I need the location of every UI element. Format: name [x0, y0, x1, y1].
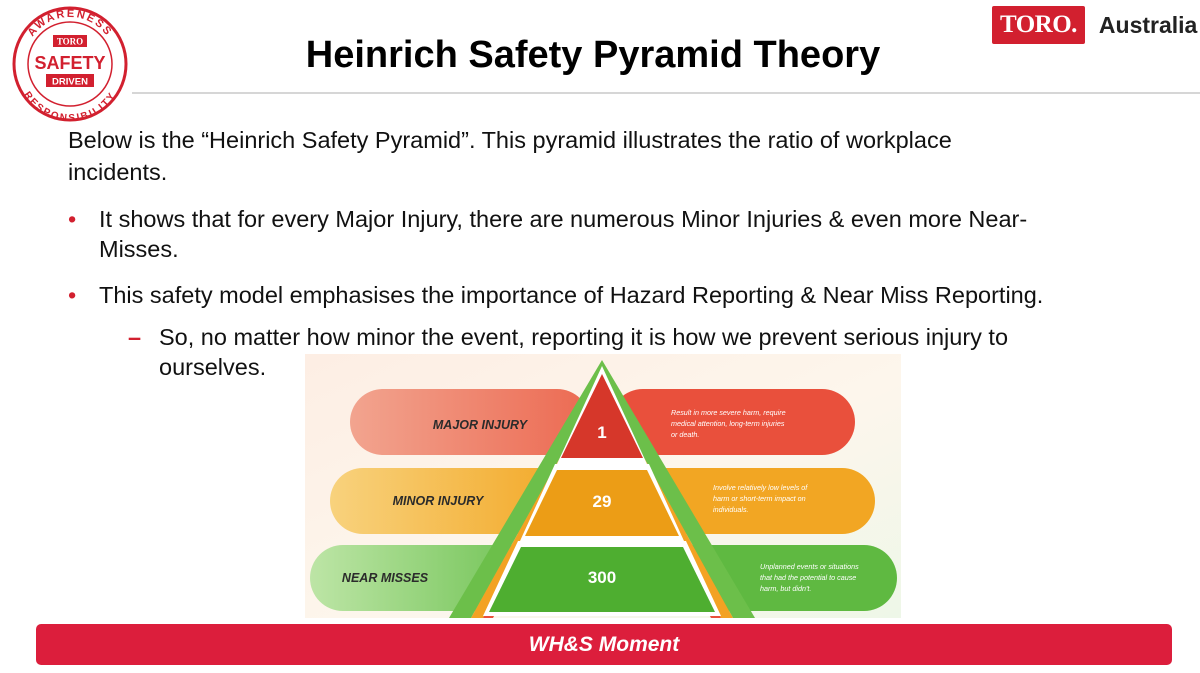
near-misses-label: NEAR MISSES: [341, 571, 429, 585]
major-injury-desc-line: medical attention, long-term injuries: [671, 419, 785, 428]
bullet-marker: •: [68, 206, 77, 232]
badge-logo: TORO: [56, 36, 84, 47]
intro-paragraph: [68, 124, 1138, 188]
minor-injury-desc-line: Involve relatively low levels of: [713, 483, 808, 492]
svg-text:RESPONSIBILITY: [21, 90, 118, 124]
major-injury-desc-line: Result in more severe harm, require: [671, 408, 786, 417]
near-misses-desc-line: Unplanned events or situations: [760, 562, 859, 571]
bullet-text: [99, 204, 1179, 264]
badge-bottom-text: RESPONSIBILITY: [21, 89, 119, 124]
intro-line: Below is the “Heinrich Safety Pyramid”. This pyramid illustrates the ratio of workplace: [68, 127, 952, 153]
minor-injury-desc-line: harm or short-term impact on: [713, 494, 806, 503]
minor-injury-count: 29: [592, 492, 612, 511]
sub-bullet-marker: –: [128, 324, 142, 350]
major-injury-label: MAJOR INJURY: [432, 418, 528, 432]
intro-line: incidents.: [68, 159, 168, 185]
brand-logo: [992, 6, 1197, 44]
near-misses-count: 300: [587, 568, 617, 587]
brand-region: Australia: [1098, 11, 1198, 38]
page-title: Heinrich Safety Pyramid Theory: [305, 34, 881, 76]
sub-bullet-line: So, no matter how minor the event, reporting it is how we prevent serious injury to: [159, 324, 1009, 350]
near-misses-desc-line: that had the potential to cause: [760, 573, 857, 582]
badge-top-text: AWARENESS: [25, 7, 115, 39]
sub-bullet-line: ourselves.: [159, 354, 267, 380]
minor-injury-desc-line: individuals.: [713, 505, 749, 514]
badge-main-text: SAFETY: [34, 53, 106, 73]
bullet-line: Misses.: [99, 236, 179, 262]
title-divider: [132, 92, 1200, 94]
near-misses-desc-line: harm, but didn't.: [760, 584, 812, 593]
footer-banner: WH&S Moment: [36, 624, 1172, 665]
toro-logo: TORO.: [992, 6, 1085, 44]
bullet-marker: •: [68, 282, 77, 308]
minor-injury-label: MINOR INJURY: [392, 494, 484, 508]
heinrich-pyramid-diagram: [305, 354, 901, 618]
bullet-line: It shows that for every Major Injury, there are numerous Minor Injuries & even more Near-: [99, 206, 1028, 232]
bullet-text: This safety model emphasises the importance of Hazard Reporting & Near Miss Reporting.: [99, 282, 1044, 308]
badge-sub-text: DRIVEN: [52, 76, 88, 88]
major-injury-desc-line: or death.: [671, 430, 700, 439]
major-injury-count: 1: [597, 423, 607, 442]
